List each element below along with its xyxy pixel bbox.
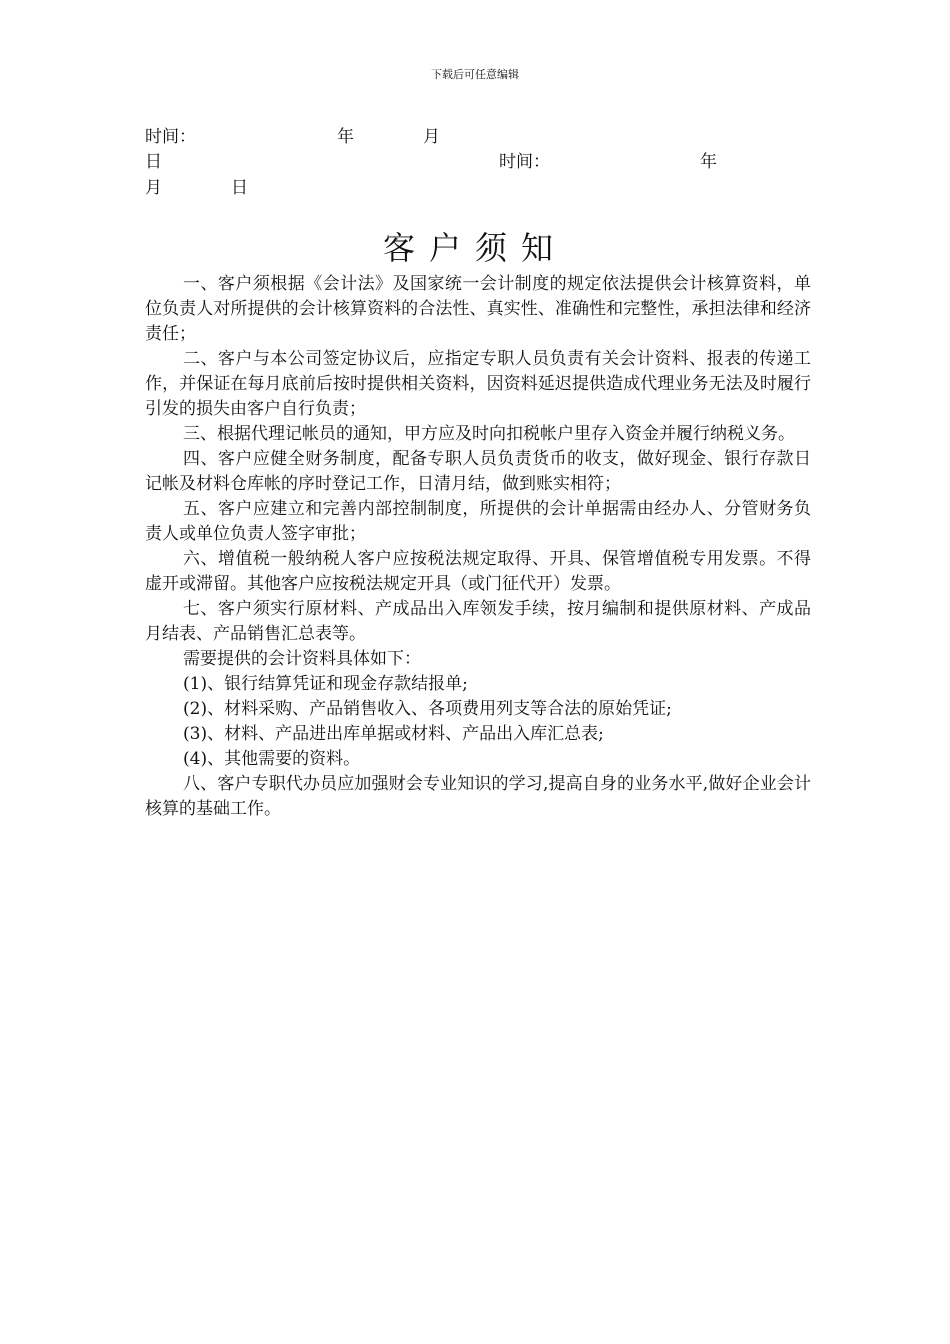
time-label-2: 时间： xyxy=(499,152,550,172)
month-label-2: 月 xyxy=(145,178,162,198)
day-label-1: 日 xyxy=(145,152,162,172)
time-label-1: 时间： xyxy=(145,127,196,147)
document-body xyxy=(145,272,811,822)
paragraph-7: 七、客户须实行原材料、产成品出入库领发手续，按月编制和提供原材料、产成品月结表、产品销售汇总表等。 xyxy=(145,599,811,644)
materials-item-4: (4)、其他需要的资料。 xyxy=(183,749,361,769)
document-title: 客户须知 xyxy=(382,229,567,267)
paragraph-1: 一、客户须根据《会计法》及国家统一会计制度的规定依法提供会计核算资料，单位负责人对所提供的会计核算资料的合法性、真实性、准确性和完整性，承担法律和经济责任； xyxy=(145,274,811,344)
paragraph-8: 八、客户专职代办员应加强财会专业知识的学习,提高自身的业务水平,做好企业会计核算的基础工作。 xyxy=(145,774,811,819)
paragraph-2: 二、客户与本公司签定协议后，应指定专职人员负责有关会计资料、报表的传递工作，并保证在每月底前后按时提供相关资料，因资料延迟提供造成代理业务无法及时履行引发的损失由客户自行负责； xyxy=(145,349,811,419)
header-note: 下载后可任意编辑 xyxy=(431,68,519,81)
materials-intro: 需要提供的会计资料具体如下： xyxy=(183,649,421,669)
materials-item-1: (1)、银行结算凭证和现金存款结报单; xyxy=(183,674,468,694)
day-label-2: 日 xyxy=(231,178,248,198)
paragraph-4: 四、客户应健全财务制度，配备专职人员负责货币的收支，做好现金、银行存款日记帐及材料仓库帐的序时登记工作，日清月结，做到账实相符； xyxy=(145,449,811,494)
month-label-1: 月 xyxy=(423,127,440,147)
year-label-1: 年 xyxy=(337,127,354,147)
paragraph-6: 六、增值税一般纳税人客户应按税法规定取得、开具、保管增值税专用发票。不得虚开或滞留。其他客户应按税法规定开具（或门征代开）发票。 xyxy=(145,549,811,594)
year-label-2: 年 xyxy=(700,152,717,172)
paragraph-3: 三、根据代理记帐员的通知，甲方应及时向扣税帐户里存入资金并履行纳税义务。 xyxy=(183,424,795,444)
paragraph-5: 五、客户应建立和完善内部控制制度，所提供的会计单据需由经办人、分管财务负责人或单位负责人签字审批； xyxy=(145,499,811,544)
materials-item-2: (2)、材料采购、产品销售收入、各项费用列支等合法的原始凭证; xyxy=(183,699,672,719)
materials-item-3: (3)、材料、产品进出库单据或材料、产品出入库汇总表; xyxy=(183,724,604,744)
